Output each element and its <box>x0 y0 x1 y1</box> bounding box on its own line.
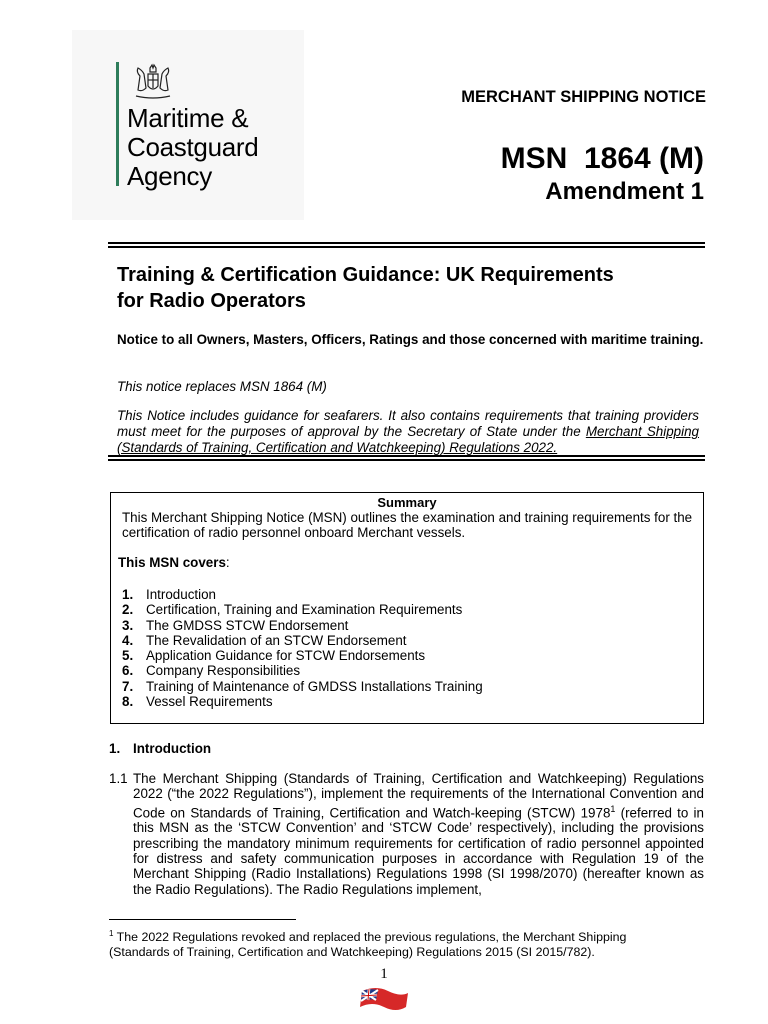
contents-item-number: 7. <box>122 678 134 694</box>
summary-text: This Merchant Shipping Notice (MSN) outlines the examination and training requirements for the certification of radio personnel onboard Merchant vessels. <box>122 510 693 540</box>
contents-item-label: The GMDSS STCW Endorsement <box>146 617 349 633</box>
contents-item-number: 1. <box>122 587 134 602</box>
notice-label: MERCHANT SHIPPING NOTICE <box>461 88 706 106</box>
footnote-reference[interactable]: 1 <box>610 803 616 814</box>
double-rule-top <box>108 242 705 248</box>
footnote-separator <box>109 919 296 920</box>
replaces-notice: This notice replaces MSN 1864 (M) <box>117 379 327 394</box>
logo-line-3: Agency <box>127 161 212 191</box>
page-number: 1 <box>380 966 388 982</box>
contents-item-label: Application Guidance for STCW Endorsements <box>146 648 426 664</box>
royal-crest-icon <box>128 62 178 102</box>
includes-notice <box>117 408 699 456</box>
amendment-label: Amendment 1 <box>545 178 704 205</box>
section-number: 1. <box>109 741 121 756</box>
footnote-marker: 1 <box>109 929 114 938</box>
contents-list <box>122 587 483 709</box>
summary-box <box>110 492 704 724</box>
contents-item <box>122 602 483 617</box>
covers-label-text: This MSN covers <box>118 555 226 570</box>
contents-item-label: Vessel Requirements <box>146 694 273 710</box>
contents-item <box>122 694 483 709</box>
paragraph-text-part-1: The Merchant Shipping (Standards of Training, Certification and Watchkeeping) Regulations 2022 (“the 2022 Regulations”), implement the requirements of the International Convention and Code on Standards of Training, Certification and Watch-keeping (STCW) 1978 <box>133 771 704 821</box>
paragraph-1-1 <box>133 771 704 897</box>
contents-item <box>122 679 483 694</box>
contents-item <box>122 648 483 663</box>
contents-item-label: The Revalidation of an STCW Endorsement <box>146 632 407 648</box>
logo-accent-bar <box>116 62 119 186</box>
regulation-reference: Merchant Shipping (Standards of Training, Certification and Watchkeeping) Regulations 2022. <box>117 424 699 455</box>
paragraph-number: 1.1 <box>109 771 128 786</box>
contents-item-label: Certification, Training and Examination Requirements <box>146 602 463 618</box>
contents-item <box>122 618 483 633</box>
contents-item-number: 2. <box>122 602 134 618</box>
contents-item-number: 4. <box>122 632 134 648</box>
audience-notice: Notice to all Owners, Masters, Officers, Ratings and those concerned with maritime training. <box>117 332 704 347</box>
contents-item-number: 3. <box>122 617 134 633</box>
covers-colon: : <box>225 555 230 570</box>
includes-text: This Notice includes guidance for seafarers. It also contains requirements that training providers must meet for the purposes of approval by the Secretary of State under the <box>117 408 699 439</box>
logo-wordmark <box>127 104 258 191</box>
summary-heading: Summary <box>377 495 437 510</box>
section-title: Introduction <box>133 741 212 756</box>
msn-number: MSN 1864 (M) <box>500 142 704 175</box>
covers-label <box>118 555 230 570</box>
contents-item-label: Company Responsibilities <box>146 663 301 679</box>
contents-item <box>122 633 483 648</box>
logo-line-1: Maritime & <box>127 103 249 133</box>
title-line-1: Training & Certification Guidance: UK Requirements <box>117 264 614 286</box>
contents-item-label: Training of Maintenance of GMDSS Installations Training <box>146 678 483 694</box>
title-line-2: for Radio Operators <box>117 290 306 312</box>
contents-item-number: 6. <box>122 663 134 679</box>
logo-line-2: Coastguard <box>127 132 259 162</box>
footnote-text: The 2022 Regulations revoked and replaced the previous regulations, the Merchant Shipping (Standards of Training, Certification and Watchkeeping) Regulations 2015 (SI 2015/782). <box>109 930 627 960</box>
red-ensign-flag-icon <box>358 985 410 1015</box>
section-heading <box>109 741 211 756</box>
contents-item-number: 5. <box>122 648 134 664</box>
contents-item <box>122 587 483 602</box>
double-rule-middle <box>108 455 705 461</box>
paragraph-text-part-2: (referred to in this MSN as the ‘STCW Convention’ and ‘STCW Code’ respectively), including the provisions prescribing the mandatory minimum requirements for certification of radio personnel appointed for distress and safety communication purposes in accordance with Regulation 19 of the Merchant Shipping (Radio Installations) Regulations 1998 (SI 1998/2070) (hereafter known as the Radio Regulations). The Radio Regulations implement, <box>133 805 704 897</box>
contents-item-label: Introduction <box>146 587 216 602</box>
contents-item-number: 8. <box>122 694 134 710</box>
footnote <box>109 926 669 960</box>
document-title <box>117 262 707 314</box>
contents-item <box>122 663 483 678</box>
